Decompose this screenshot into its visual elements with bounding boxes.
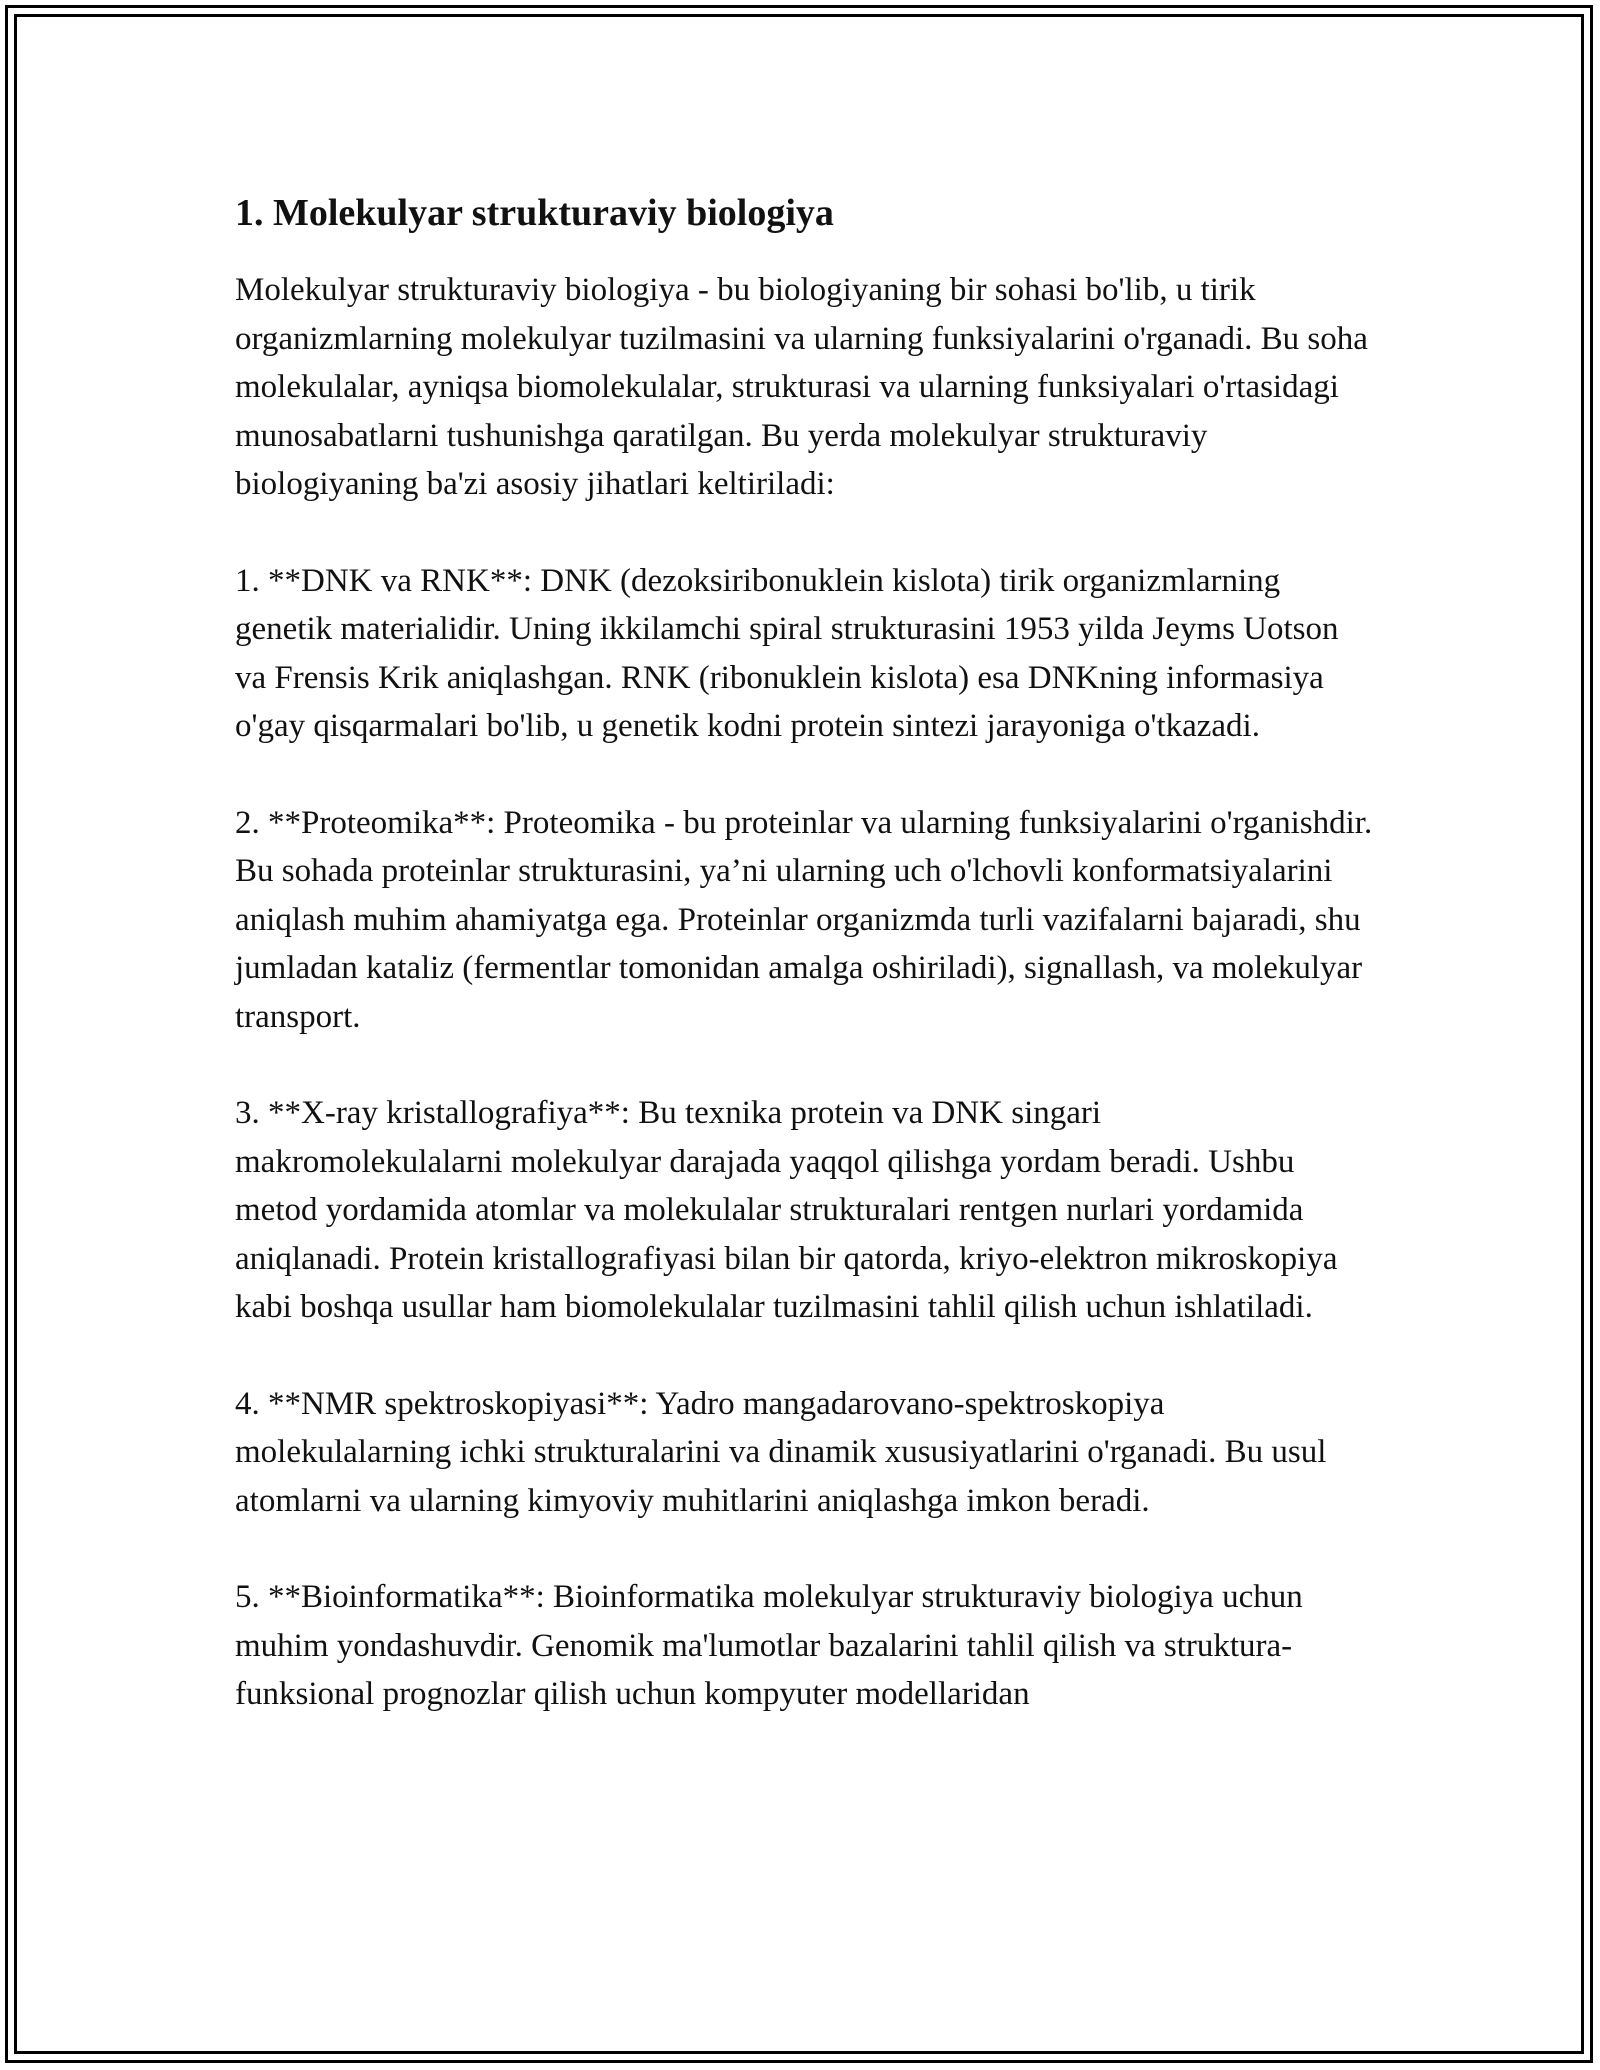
section-x-ray-kristallografiya: 3. **X-ray kristallografiya**: Bu texnika protein va DNK singari makromolekulalarni molekulyar darajada yaqqol qilishga yordam beradi. Ushbu metod yordamida atomlar va molekulalar strukturalari rentgen nurlari yordamida aniqlanadi. Protein kristallografiyasi bilan bir qatorda, kriyo-elektron mikroskopiya kabi boshqa usullar ham biomolekulalar tuzilmasini tahlil qilish uchun ishlatiladi. (235, 1095, 1338, 1325)
document-title: 1. Molekulyar strukturaviy biologiya (235, 192, 834, 234)
section-dnk-rnk: 1. **DNK va RNK**: DNK (dezoksiribonuklein kislota) tirik organizmlarning genetik materialidir. Uning ikkilamchi spiral strukturasini 1953 yilda Jeyms Uotson va Frensis Krik aniqlashgan. RNK (ribonuklein kislota) esa DNKning informasiya o'gay qisqarmalari bo'lib, u genetik kodni protein sintezi jarayoniga o'tkazadi. (235, 562, 1339, 744)
section-bioinformatika: 5. **Bioinformatika**: Bioinformatika molekulyar strukturaviy biologiya uchun muhim yondashuvdir. Genomik ma'lumotlar bazalarini tahlil qilish va struktura-funksional prognozlar qilish uchun kompyuter modellaridan (235, 1579, 1303, 1712)
section-nmr-spektroskopiyasi: 4. **NMR spektroskopiyasi**: Yadro mangadarovano-spektroskopiya molekulalarning ichki strukturalarini va dinamik xususiyatlarini o'rganadi. Bu usul atomlarni va ularning kimyoviy muhitlarini aniqlashga imkon beradi. (235, 1385, 1327, 1519)
document-body (235, 187, 1375, 1719)
intro-paragraph: Molekulyar strukturaviy biologiya - bu biologiyaning bir sohasi bo'lib, u tirik organizmlarning molekulyar tuzilmasini va ularning funksiyalarini o'rganadi. Bu soha molekulalar, ayniqsa biomolekulalar, strukturasi va ularning funksiyalari o'rtasidagi munosabatlarni tushunishga qaratilgan. Bu yerda molekulyar strukturaviy biologiyaning ba'zi asosiy jihatlari keltiriladi: (235, 272, 1368, 502)
section-proteomika: 2. **Proteomika**: Proteomika - bu proteinlar va ularning funksiyalarini o'rganishdir. Bu sohada proteinlar strukturasini, ya’ni ularning uch o'lchovli konformatsiyalarini aniqlash muhim ahamiyatga ega. Proteinlar organizmda turli vazifalarni bajaradi, shu jumladan kataliz (fermentlar tomonidan amalga oshiriladi), signallash, va molekulyar transport. (235, 804, 1373, 1035)
